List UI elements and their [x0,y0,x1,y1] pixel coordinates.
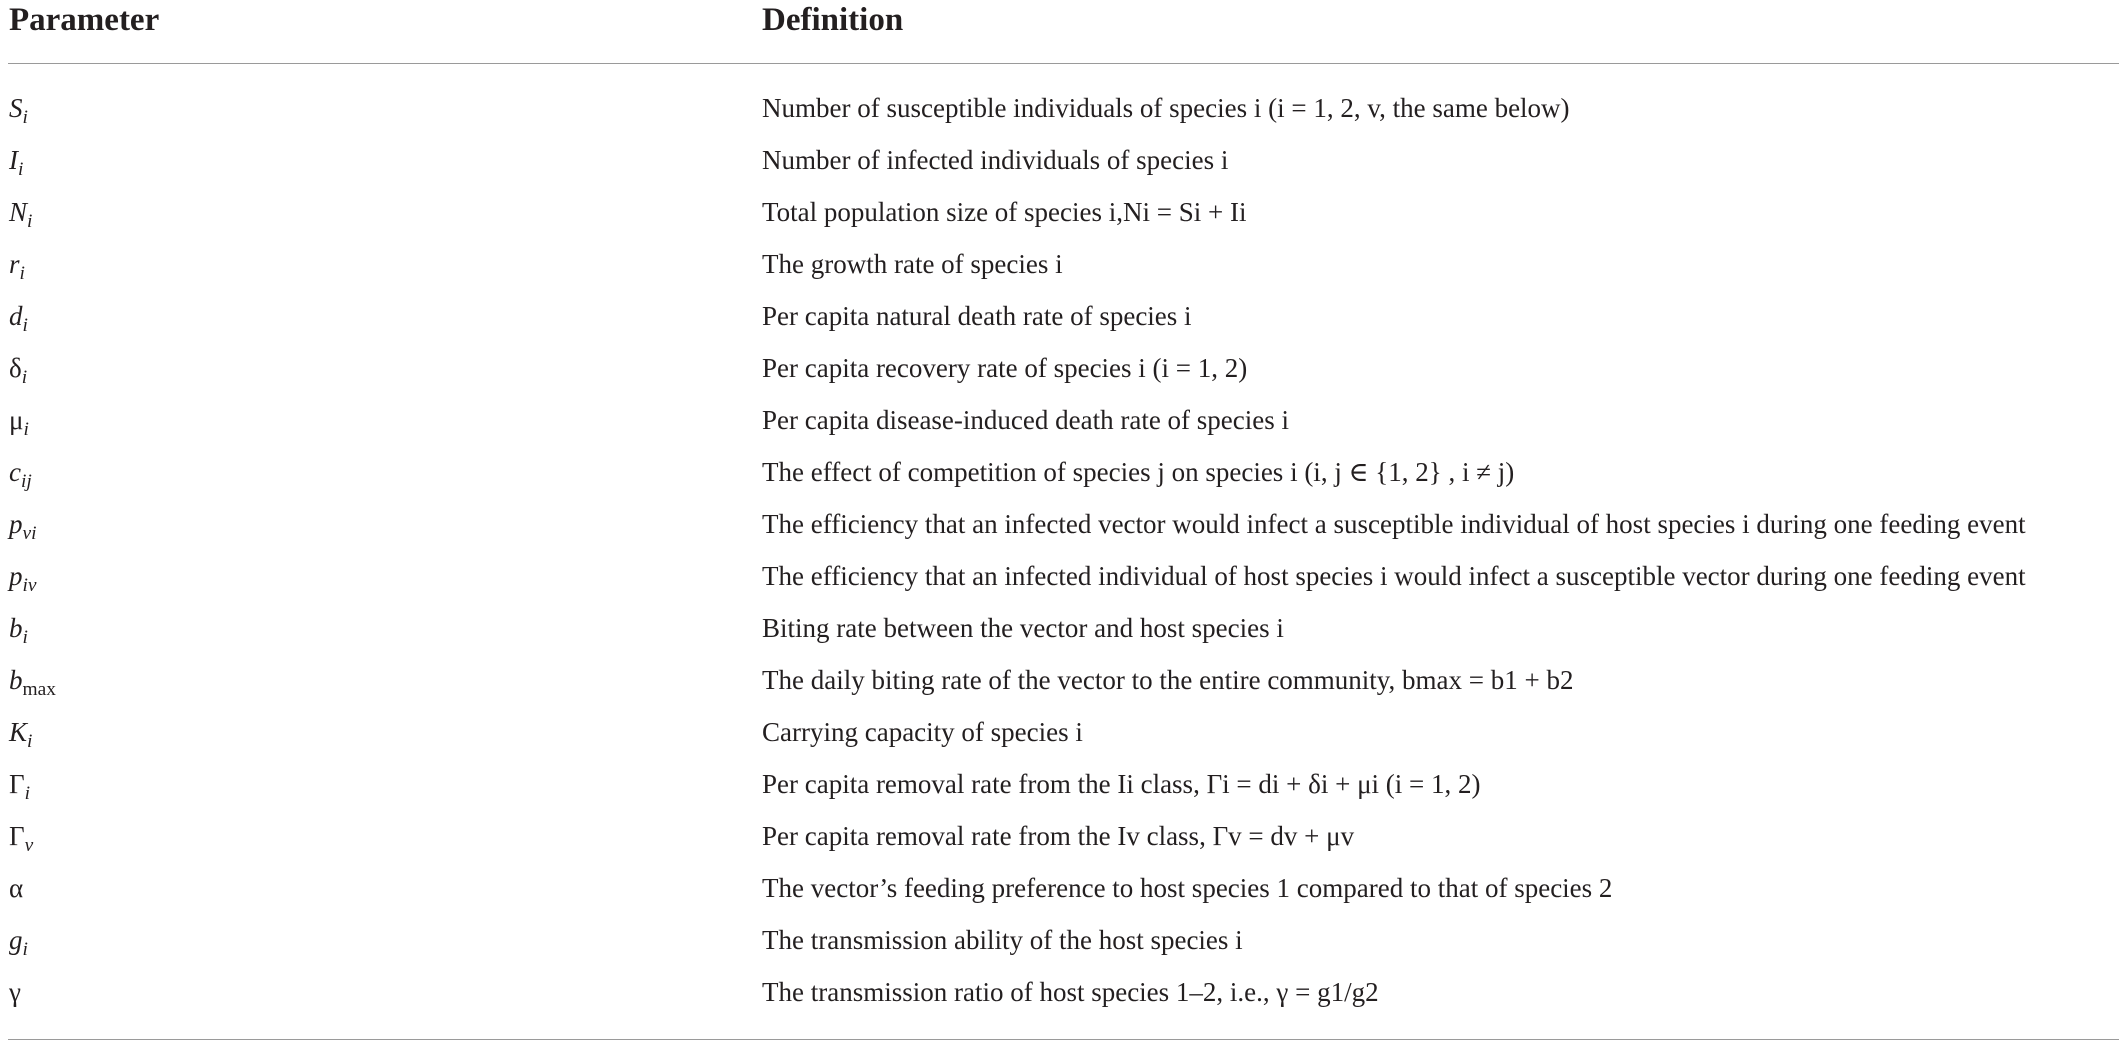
parameter-symbol-base: S [9,93,23,123]
parameter-symbol-subscript: i [21,366,28,388]
table-row [0,810,2119,862]
table-row [0,966,2119,1018]
parameter-symbol-subscript: i [22,626,28,648]
parameter-definition: The transmission ratio of host species 1–2, i.e., γ = g1/g2 [762,977,1379,1007]
parameter-symbol [9,966,21,1018]
parameter-definition: The daily biting rate of the vector to the entire community, bmax = b1 + b2 [762,665,1574,695]
parameter-definition: Per capita recovery rate of species i (i = 1, 2) [762,353,1248,383]
parameter-symbol-base: p [9,561,23,591]
parameter-symbol [9,238,25,290]
parameter-symbol-base: c [9,457,21,487]
parameter-symbol [9,758,30,810]
table-row [0,134,2119,186]
parameter-symbol [9,862,23,914]
table-row [0,238,2119,290]
table-row [0,498,2119,550]
parameter-symbol-base: K [9,717,28,747]
table-row [0,862,2119,914]
table-body [0,82,2119,1018]
parameter-symbol [9,498,37,550]
parameter-definition: Biting rate between the vector and host species i [762,613,1284,643]
parameter-symbol-subscript: max [22,678,56,700]
parameter-symbol-subscript: i [27,730,33,752]
table-row [0,602,2119,654]
parameter-definition: The efficiency that an infected individual of host species i would infect a susceptible vector during one feeding event [762,561,2026,591]
table-row [0,550,2119,602]
parameter-symbol-subscript: i [22,106,28,128]
bottom-rule [8,1039,2119,1040]
parameter-symbol-subscript: i [22,314,28,336]
parameter-symbol [9,550,37,602]
parameter-symbol [9,446,32,498]
parameter-symbol-subscript: v [24,834,34,856]
table-row [0,342,2119,394]
parameter-definition: Per capita natural death rate of species i [762,301,1192,331]
table-row [0,914,2119,966]
parameter-symbol-subscript: i [27,210,33,232]
parameter-symbol-base: r [9,249,20,279]
parameter-symbol-subscript: vi [22,522,37,544]
parameter-definition: The efficiency that an infected vector would infect a susceptible individual of host species i during one feeding event [762,509,2026,539]
parameter-symbol-subscript: i [23,418,29,440]
table-row [0,186,2119,238]
parameter-definition: The effect of competition of species j on species i (i, j ∈ {1, 2} , i ≠ j) [762,457,1515,487]
parameter-symbol-base: I [9,145,18,175]
parameter-symbol-base: b [9,613,23,643]
parameter-symbol [9,290,28,342]
table-row [0,82,2119,134]
parameter-symbol-base: δ [9,353,22,383]
top-rule [8,63,2119,64]
parameter-symbol-subscript: i [22,938,28,960]
parameter-definition: Total population size of species i,Ni = Si + Ii [762,197,1247,227]
table-row [0,290,2119,342]
header-definition: Definition [762,2,904,38]
parameter-symbol-base: Γ [9,821,25,851]
parameter-symbol [9,342,27,394]
parameter-symbol-base: d [9,301,23,331]
parameter-symbol-base: α [9,873,24,903]
parameter-symbol-base: g [9,925,23,955]
parameter-symbol [9,810,33,862]
parameter-definition: Carrying capacity of species i [762,717,1083,747]
parameter-symbol-base: Γ [9,769,25,799]
parameter-symbol [9,186,32,238]
parameter-definition: Number of susceptible individuals of species i (i = 1, 2, v, the same below) [762,93,1570,123]
parameter-definition: Per capita removal rate from the Iv class, Γv = dv + μv [762,821,1355,851]
parameter-symbol-subscript: iv [22,574,37,596]
header-parameter: Parameter [9,2,160,38]
table-row [0,758,2119,810]
parameter-symbol-base: p [9,509,23,539]
parameter-symbol-base: b [9,665,23,695]
parameter-symbol [9,914,28,966]
parameter-symbol-base: μ [9,405,24,435]
parameter-definition: Per capita disease-induced death rate of species i [762,405,1290,435]
parameter-definition: The transmission ability of the host species i [762,925,1243,955]
table-header-row [0,0,2119,46]
parameter-symbol-base: γ [9,977,21,1007]
parameter-symbol [9,134,23,186]
parameter-symbol-subscript: i [24,782,31,804]
parameter-definition: The vector’s feeding preference to host species 1 compared to that of species 2 [762,873,1613,903]
parameter-definition: The growth rate of species i [762,249,1063,279]
parameter-symbol-base: N [9,197,28,227]
table-row [0,446,2119,498]
parameter-definition: Number of infected individuals of species i [762,145,1229,175]
parameter-symbol-subscript: i [19,262,25,284]
parameter-symbol [9,706,32,758]
parameter-symbol [9,654,56,706]
table-row [0,394,2119,446]
parameter-symbol [9,394,29,446]
parameter-symbol [9,602,28,654]
parameter-symbol [9,82,28,134]
table-row [0,654,2119,706]
parameter-definition: Per capita removal rate from the Ii class, Γi = di + δi + μi (i = 1, 2) [762,769,1481,799]
parameter-symbol-subscript: i [18,158,24,180]
parameter-symbol-subscript: ij [20,470,32,492]
table-row [0,706,2119,758]
